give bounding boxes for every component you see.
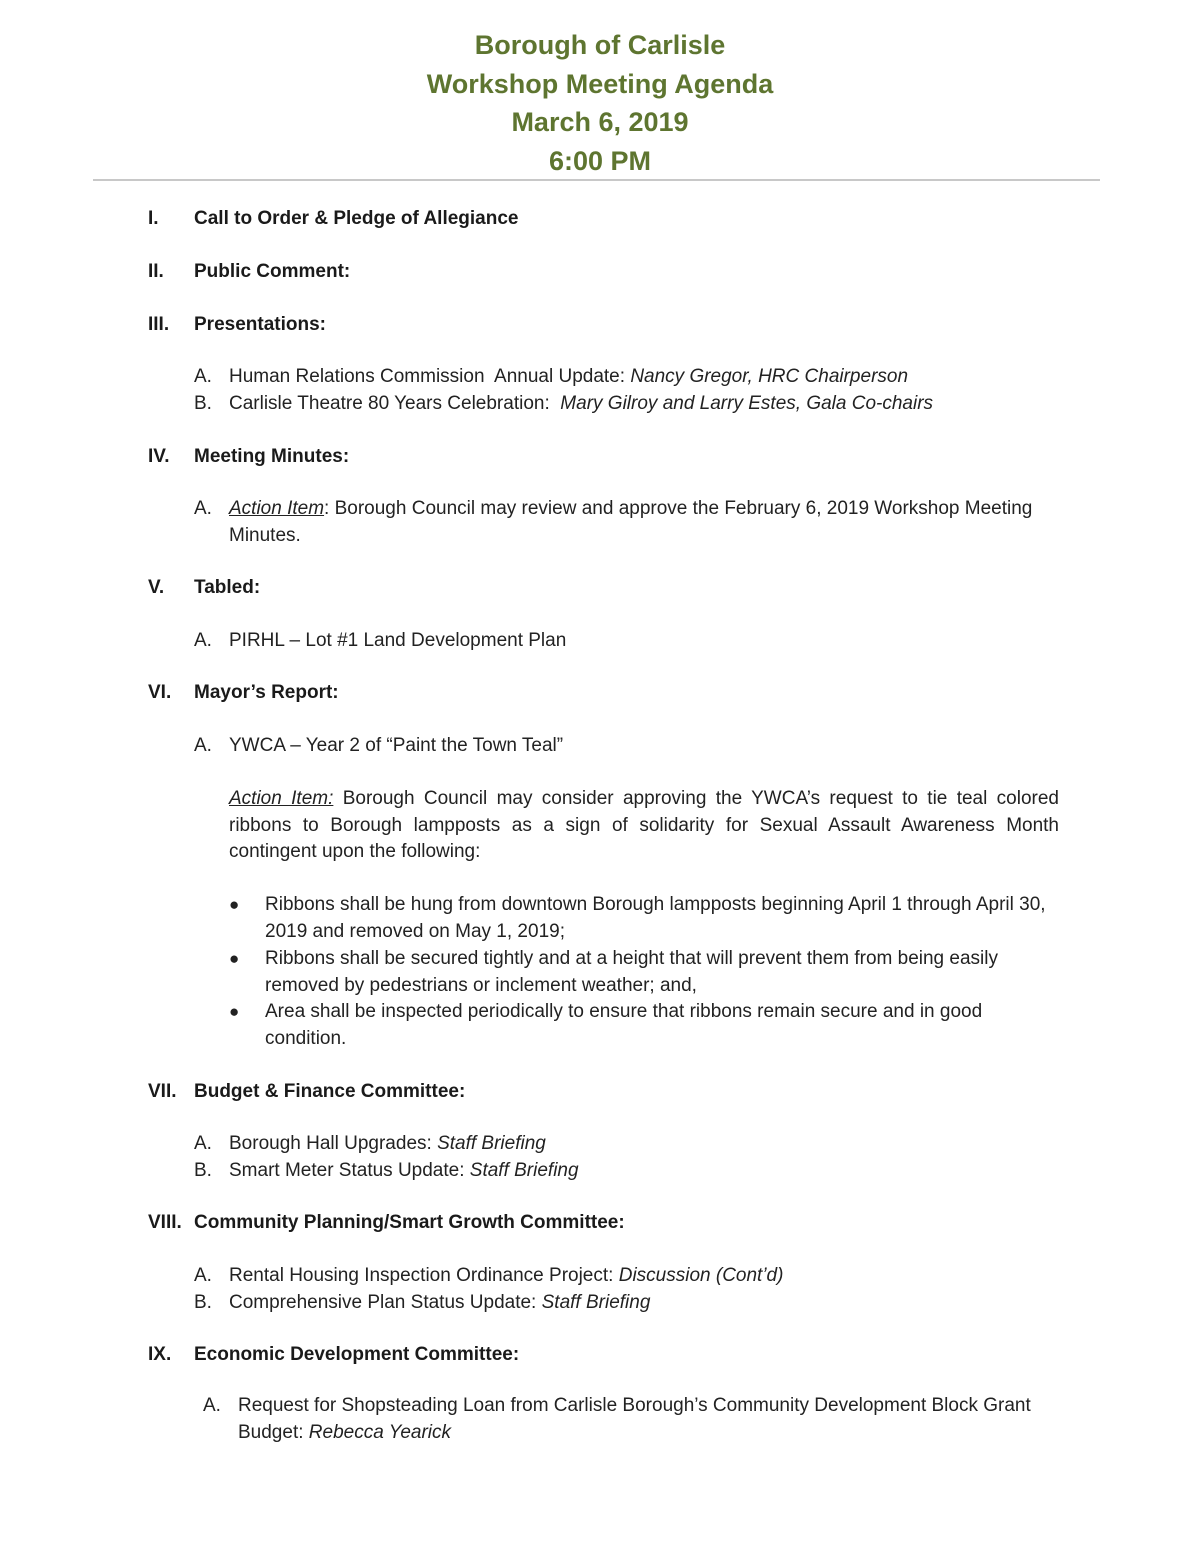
section-title: Meeting Minutes: <box>194 446 350 467</box>
meeting-date: March 6, 2019 <box>511 107 689 137</box>
item-letter: A. <box>194 630 212 651</box>
item-text: Request for Shopsteading Loan from Carlisle Borough’s Community Development Block Grant <box>238 1395 1031 1416</box>
item-detail: Discussion (Cont’d) <box>618 1265 784 1286</box>
bullet-text: Area shall be inspected periodically to ensure that ribbons remain secure and in good condition. <box>265 1001 983 1049</box>
action-item-label: Action Item <box>229 498 325 519</box>
item-letter: A. <box>194 1133 212 1154</box>
section-title: Tabled: <box>194 577 261 598</box>
agenda-title: Workshop Meeting Agenda <box>426 68 774 99</box>
section-number: IX. <box>148 1344 172 1365</box>
item-text: : Borough Council may review and approve the February 6, 2019 Workshop Meeting <box>324 498 1033 519</box>
section-number: VIII. <box>148 1212 182 1233</box>
item-text: Carlisle Theatre 80 Years Celebration: <box>229 393 561 414</box>
section-number: V. <box>148 577 165 598</box>
item-letter: A. <box>194 735 212 756</box>
section-title: Economic Development Committee: <box>194 1344 520 1365</box>
item-detail: Mary Gilroy and Larry Estes, Gala Co-chairs <box>560 393 934 414</box>
action-item-text: Borough Council may consider approving the YWCA’s request to tie teal colored ribbons to Borough lampposts as a sign of solidarity for Sexual Assault Awareness Month contingent upon the following: <box>229 788 1059 862</box>
item-text: Smart Meter Status Update: <box>229 1160 470 1181</box>
header-divider <box>93 179 1100 181</box>
item-detail: Staff Briefing <box>469 1160 579 1181</box>
item-text: PIRHL – Lot #1 Land Development Plan <box>229 630 567 651</box>
action-item-paragraph <box>229 786 1059 866</box>
item-text: Comprehensive Plan Status Update: <box>229 1292 542 1313</box>
item-text: Rental Housing Inspection Ordinance Project: <box>229 1265 619 1286</box>
bullet-text: Ribbons shall be secured tightly and at a height that will prevent them from being easily removed by pedestrians or inclement weather; and, <box>265 948 998 996</box>
item-letter: A. <box>194 1265 212 1286</box>
section-title: Community Planning/Smart Growth Committee: <box>194 1212 625 1233</box>
section-title: Budget & Finance Committee: <box>194 1081 466 1102</box>
item-letter: B. <box>194 1160 212 1181</box>
section-number: I. <box>148 208 159 229</box>
section-title: Mayor’s Report: <box>194 682 339 703</box>
meeting-time: 6:00 PM <box>548 145 652 176</box>
item-detail: Rebecca Yearick <box>308 1421 452 1443</box>
item-detail: Nancy Gregor, HRC Chairperson <box>630 366 909 387</box>
section-title: Call to Order & Pledge of Allegiance <box>194 208 519 229</box>
item-letter: B. <box>194 1292 212 1313</box>
item-detail: Staff Briefing <box>437 1133 546 1154</box>
item-letter: A. <box>194 366 212 387</box>
item-text: Human Relations Commission Annual Update: <box>229 366 631 387</box>
bullet-text: Ribbons shall be hung from downtown Borough lampposts beginning April 1 through April 30, 2019 and removed on May 1, 2019; <box>265 894 1046 942</box>
section-number: VI. <box>148 682 172 703</box>
action-item-label: Action Item: <box>229 788 334 809</box>
section-number: VII. <box>148 1081 177 1102</box>
item-text: Borough Hall Upgrades: <box>229 1133 438 1154</box>
section-number: III. <box>148 314 170 335</box>
agenda-header <box>0 26 1200 180</box>
bullet-icon: ● <box>229 949 240 968</box>
bullet-icon: ● <box>229 1002 240 1021</box>
org-name: Borough of Carlisle <box>474 30 726 60</box>
section-number: IV. <box>148 446 170 467</box>
bullet-icon: ● <box>229 895 240 914</box>
item-detail: Staff Briefing <box>541 1292 651 1313</box>
item-text-continued: Minutes. <box>229 524 301 546</box>
section-number: II. <box>148 261 164 282</box>
section-title: Public Comment: <box>194 261 351 282</box>
item-text: YWCA – Year 2 of “Paint the Town Teal” <box>229 735 564 756</box>
item-letter: B. <box>194 393 212 414</box>
item-text-continued: Budget: <box>238 1421 309 1443</box>
item-letter: A. <box>203 1395 221 1416</box>
item-letter: A. <box>194 498 212 519</box>
section-title: Presentations: <box>194 314 326 335</box>
